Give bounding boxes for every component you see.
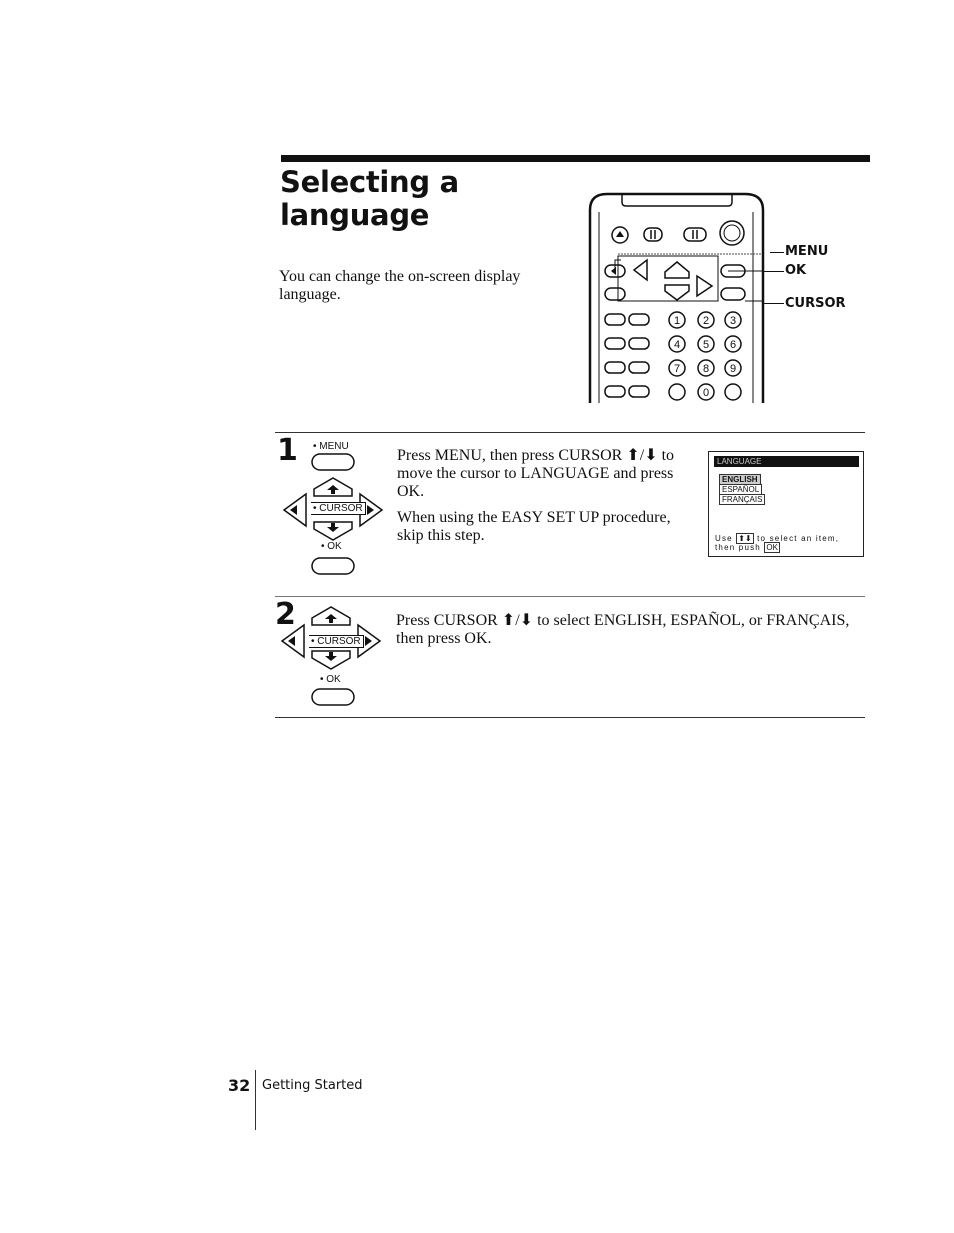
menu-label: MENU xyxy=(785,244,829,259)
page-title-line2: language xyxy=(280,198,430,232)
footer-section: Getting Started xyxy=(262,1078,363,1093)
svg-text:8: 8 xyxy=(702,363,710,375)
step1-menu-label: • MENU xyxy=(313,441,349,452)
step1-cursor-label: • CURSOR xyxy=(311,502,366,515)
step2-top-rule xyxy=(275,596,865,597)
ok-button-icon xyxy=(312,558,354,574)
screen-help-arrows: ⬆⬇ xyxy=(738,534,752,543)
screen-help-prefix: Use xyxy=(715,534,733,543)
svg-text:0: 0 xyxy=(702,387,710,399)
svg-text:3: 3 xyxy=(729,315,737,327)
title-rule xyxy=(281,155,870,162)
ok-button-icon xyxy=(312,689,354,705)
menu-button-icon xyxy=(312,454,354,470)
step2-ok-label: • OK xyxy=(320,674,341,685)
page-title xyxy=(280,166,580,232)
step1-note: When using the EASY SET UP procedure, skip this step. xyxy=(397,509,671,544)
cursor-leader xyxy=(763,303,784,304)
step2-button-diagram xyxy=(280,603,385,713)
step2-cursor-label: • CURSOR xyxy=(309,635,364,648)
step1-top-rule xyxy=(275,432,865,433)
step1-ok-label: • OK xyxy=(321,541,342,552)
svg-text:9: 9 xyxy=(729,363,737,375)
screen-option-espanol: ESPAÑOL xyxy=(719,484,762,495)
step2-bottom-rule xyxy=(275,717,865,718)
svg-text:1: 1 xyxy=(673,315,681,327)
screen-help-text xyxy=(715,534,855,552)
screen-option-english: ENGLISH xyxy=(719,474,761,485)
language-menu-screen xyxy=(708,451,864,557)
svg-text:2: 2 xyxy=(702,315,710,327)
svg-text:4: 4 xyxy=(673,339,681,351)
svg-text:5: 5 xyxy=(702,339,710,351)
svg-text:7: 7 xyxy=(673,363,681,375)
intro-text: You can change the on-screen display language. xyxy=(279,268,521,303)
footer-divider xyxy=(255,1070,256,1130)
screen-header: LANGUAGE xyxy=(714,456,859,467)
screen-help-mid: to select an item, then push xyxy=(715,534,840,552)
page-title-line1: Selecting a xyxy=(280,165,459,199)
screen-help-ok: OK xyxy=(766,543,778,552)
page-number: 32 xyxy=(228,1076,251,1095)
step1-instruction: Press MENU, then press CURSOR ⬆/⬇ to move the cursor to LANGUAGE and press OK. xyxy=(397,447,675,500)
step2-instruction: Press CURSOR ⬆/⬇ to select ENGLISH, ESPAÑOL, or FRANÇAIS, then press OK. xyxy=(396,612,850,647)
remote-control-illustration xyxy=(585,188,770,403)
step1-button-diagram xyxy=(282,452,387,582)
svg-text:6: 6 xyxy=(729,339,737,351)
cursor-label: CURSOR xyxy=(785,296,846,311)
ok-label: OK xyxy=(785,263,807,278)
step2-number: 2 xyxy=(275,597,296,632)
screen-option-francais: FRANÇAIS xyxy=(719,494,765,505)
menu-leader xyxy=(770,252,784,253)
step1-number: 1 xyxy=(277,433,298,468)
ok-leader xyxy=(763,271,784,272)
